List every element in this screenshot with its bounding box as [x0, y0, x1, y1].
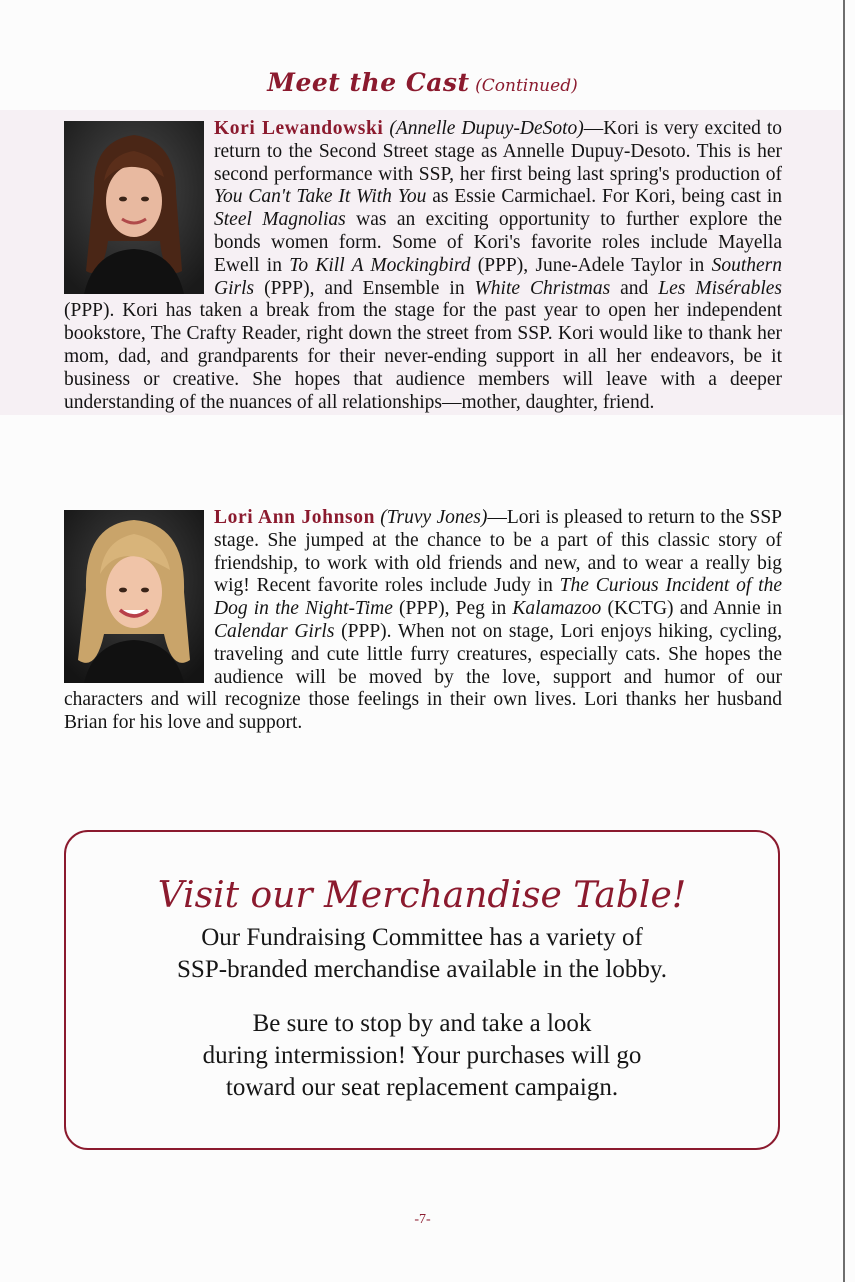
merch-line: Be sure to stop by and take a look	[252, 1010, 592, 1037]
merch-paragraph-2	[66, 1008, 778, 1104]
bio-text: as Essie Carmichael. For Kori, being cast in	[426, 186, 783, 208]
merch-paragraph-1	[66, 922, 778, 986]
bio-text: Lori is pleased to return to the SSP stage. She jumped at the chance to be a part of this classic story of friendship, to work with old friends and new, and to wear a really big wig! Recent favorite roles include Judy in	[214, 507, 783, 597]
merch-line: toward our seat replacement campaign.	[225, 1074, 619, 1101]
bio-text: and	[610, 277, 659, 299]
dash: —	[583, 118, 604, 139]
bio-text: (PPP). Kori has taken a break from the stage for the past year to open her independent bookstore, The Crafty Reader, right down the street from SSP. Kori would like to thank her mom, dad, and grandparents for their never-ending support in all her endeavors, be it business or creative. She hopes that audience members will leave with a deeper understanding of the nuances of all relationships—mother, daughter, friend.	[64, 300, 782, 413]
merch-line: SSP-branded merchandise available in the lobby.	[177, 956, 667, 983]
cast-bio-kori	[64, 118, 782, 414]
show-title: Calendar Girls	[214, 620, 335, 642]
show-title: Les Misérables	[658, 277, 782, 299]
cast-name-kori: Kori Lewandowski	[214, 118, 384, 139]
show-title: Kalamazoo	[512, 598, 602, 620]
page-edge-line	[843, 0, 845, 1282]
portrait-icon	[64, 121, 204, 294]
show-title: The Curious Incident of the Dog in the Night-Time	[214, 575, 782, 620]
cast-bio-lori	[64, 507, 782, 735]
headshot-photo-kori	[64, 121, 204, 294]
bio-text: Kori is very excited to return to the Second Street stage as Annelle Dupuy-Desoto. This is her second performance with SSP, her first being last spring's production of	[214, 118, 782, 185]
bio-text: (PPP). When not on stage, Lori enjoys hiking, cycling, traveling and cute little furry creatures, especially cats. She hopes the audience will be moved by the love, support and humor of our characters and will recognize those feelings in their own lives. Lori thanks her husband Brian for his love and support.	[64, 620, 782, 734]
cast-role-kori: (Annelle Dupuy-DeSoto)	[389, 118, 584, 139]
cast-role-lori: (Truvy Jones)	[380, 507, 488, 528]
show-title: Southern Girls	[214, 254, 783, 299]
bio-text: (PPP), June-Adele Taylor in	[470, 254, 712, 276]
page-number: -7-	[414, 1212, 431, 1227]
heading-subtitle: (Continued)	[475, 76, 578, 96]
heading-title: Meet the Cast	[267, 68, 470, 97]
show-title: You Can't Take It With You	[214, 186, 427, 208]
bio-text: (KCTG) and Annie in	[601, 598, 782, 620]
bio-text: was an exciting opportunity to further explore the bonds women form. Some of Kori's favorite roles include Mayella Ewell in	[214, 209, 782, 276]
show-title: Steel Magnolias	[214, 209, 346, 231]
bio-text: (PPP), Peg in	[392, 598, 513, 620]
dash: —	[487, 507, 507, 528]
headshot-photo-lori	[64, 510, 204, 683]
page-heading	[0, 68, 845, 97]
show-title: White Christmas	[474, 277, 611, 299]
merch-line: Our Fundraising Committee has a variety of	[201, 924, 643, 951]
portrait-icon	[64, 510, 204, 683]
merch-title: Visit our Merchandise Table!	[157, 875, 687, 916]
merchandise-callout	[64, 830, 780, 1150]
merch-line: during intermission! Your purchases will go	[202, 1042, 642, 1069]
show-title: To Kill A Mockingbird	[289, 254, 471, 276]
bio-text: (PPP), and Ensemble in	[254, 277, 475, 299]
cast-name-lori: Lori Ann Johnson	[214, 507, 376, 528]
